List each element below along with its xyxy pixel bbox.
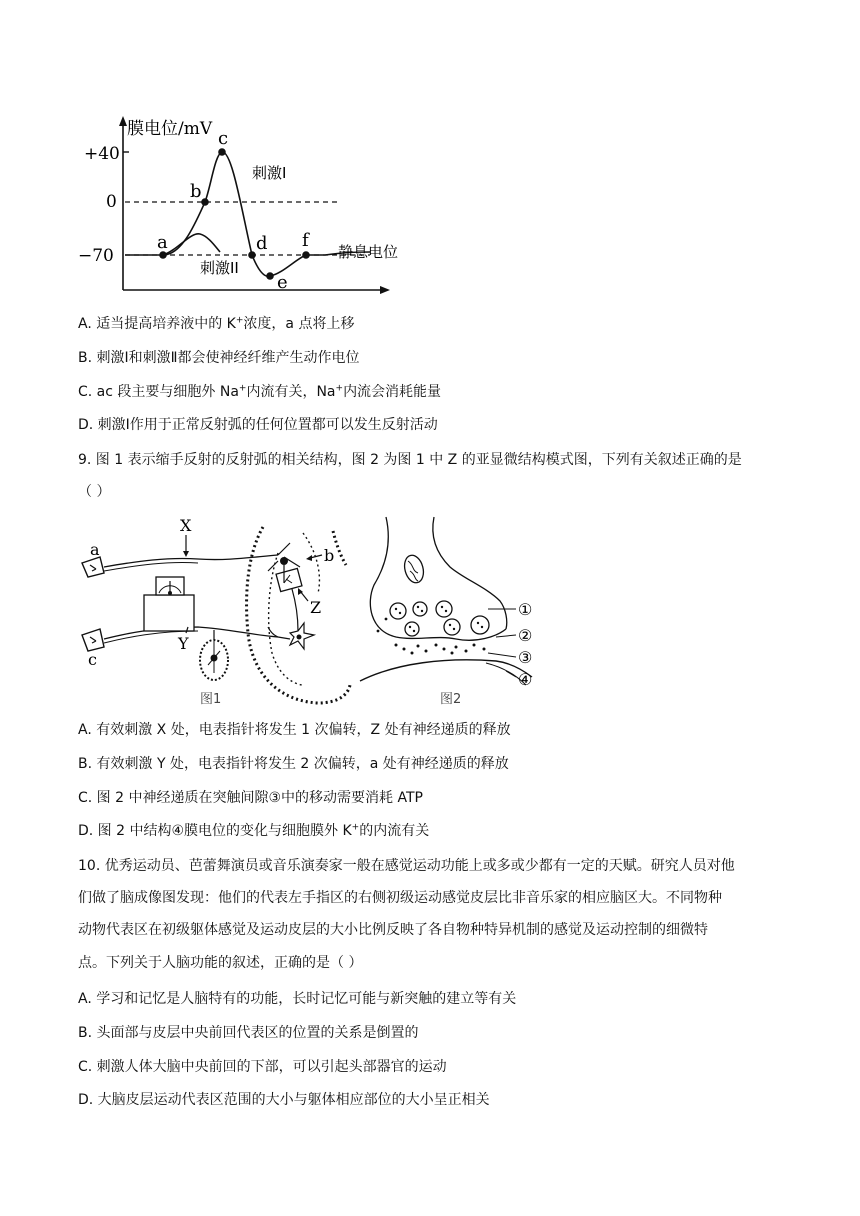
label-a: a (90, 540, 100, 559)
q10-option-d: D. 大脑皮层运动代表区范围的大小与躯体相应部位的大小呈正相关 (78, 1092, 490, 1108)
q10-stem-line1: 10. 优秀运动员、芭蕾舞演员或音乐演奏家一般在感觉运动功能上或多或少都有一定的天赋。研究人员对他 (78, 858, 735, 874)
label-d: d (256, 233, 268, 254)
label-3: ③ (518, 648, 533, 667)
action-potential-figure (70, 112, 430, 302)
y-axis-arrow (119, 116, 127, 126)
q10-stem-line3: 动物代表区在初级躯体感觉及运动皮层的大小比例反映了各自物种特异机制的感觉及运动控制的细微特 (78, 922, 708, 938)
spinal-cord-outer (247, 527, 350, 703)
synaptic-vesicles (390, 601, 489, 636)
synapse-figure (356, 513, 556, 713)
q10-option-c: C. 刺激人体大脑中央前回的下部，可以引起头部器官的运动 (78, 1059, 447, 1075)
presynaptic-terminal (370, 517, 506, 640)
label-c: c (88, 650, 97, 669)
stim2-curve (163, 234, 220, 255)
tick-minus70: −70 (78, 246, 114, 266)
q10-option-b: B. 头面部与皮层中央前回代表区的位置的关系是倒置的 (78, 1025, 419, 1041)
galvanometer (144, 595, 194, 631)
q9-stem-line1: 9. 图 1 表示缩手反射的反射弧的相关结构，图 2 为图 1 中 Z 的亚显微结构模式图，下列有关叙述正确的是 (78, 452, 742, 468)
q10-stem-line2: 们做了脑成像图发现：他们的代表左手指区的右侧初级运动感觉皮层比非音乐家的相应脑区大。不同物种 (78, 890, 722, 906)
q9-option-c: C. 图 2 中神经递质在突触间隙③中的移动需要消耗 ATP (78, 790, 423, 806)
effector-c (82, 629, 104, 651)
fig2-caption: 图2 (440, 692, 462, 707)
point-b (201, 198, 209, 206)
q10-stem-line4: 点。下列关于人脑功能的叙述，正确的是（ ） (78, 955, 363, 971)
reflex-arc-figure (78, 513, 358, 713)
fig1-caption: 图1 (200, 692, 222, 707)
neurotransmitters (395, 644, 486, 655)
point-c (218, 148, 226, 156)
label-b: b (324, 546, 335, 565)
label-b: b (190, 181, 202, 202)
stim2-label: 刺激II (200, 259, 239, 277)
q10-option-a: A. 学习和记忆是人脑特有的功能，长时记忆可能与新突触的建立等有关 (78, 991, 517, 1007)
q8-option-c: C. ac 段主要与细胞外 Na+内流有关，Na+内流会消耗能量 (78, 383, 442, 400)
label-2: ② (518, 626, 533, 645)
label-y: Y (178, 634, 189, 653)
motor-neuron (268, 623, 314, 649)
q8-option-b: B. 刺激Ⅰ和刺激Ⅱ都会使神经纤维产生动作电位 (78, 350, 360, 366)
tick-plus40: +40 (84, 144, 120, 164)
q9-stem-line2: （ ） (78, 484, 111, 500)
q9-option-b: B. 有效刺激 Y 处，电表指针将发生 2 次偏转，a 处有神经递质的释放 (78, 756, 509, 772)
label-c: c (218, 128, 229, 149)
q9-option-d: D. 图 2 中结构④膜电位的变化与细胞膜外 K+的内流有关 (78, 822, 430, 839)
label-z: Z (310, 598, 322, 617)
label-1: ① (518, 600, 533, 619)
label-a: a (157, 232, 168, 253)
point-e (266, 272, 274, 280)
q8-option-a: A. 适当提高培养液中的 K+浓度，a 点将上移 (78, 315, 355, 332)
tick-0: 0 (106, 192, 117, 212)
q9-option-a: A. 有效刺激 X 处，电表指针将发生 1 次偏转，Z 处有神经递质的释放 (78, 722, 511, 738)
y-axis-title: 膜电位/mV (127, 119, 213, 139)
stim1-label: 刺激I (252, 164, 287, 182)
label-e: e (277, 272, 288, 293)
q8-option-d: D. 刺激Ⅰ作用于正常反射弧的任何位置都可以发生反射活动 (78, 417, 438, 433)
x-axis-arrow (380, 286, 390, 294)
resting-label: 静息电位 (338, 243, 399, 261)
label-x: X (180, 516, 192, 535)
point-f (302, 251, 310, 259)
point-d (248, 251, 256, 259)
label-f: f (302, 230, 309, 251)
label-4: ④ (518, 670, 533, 689)
